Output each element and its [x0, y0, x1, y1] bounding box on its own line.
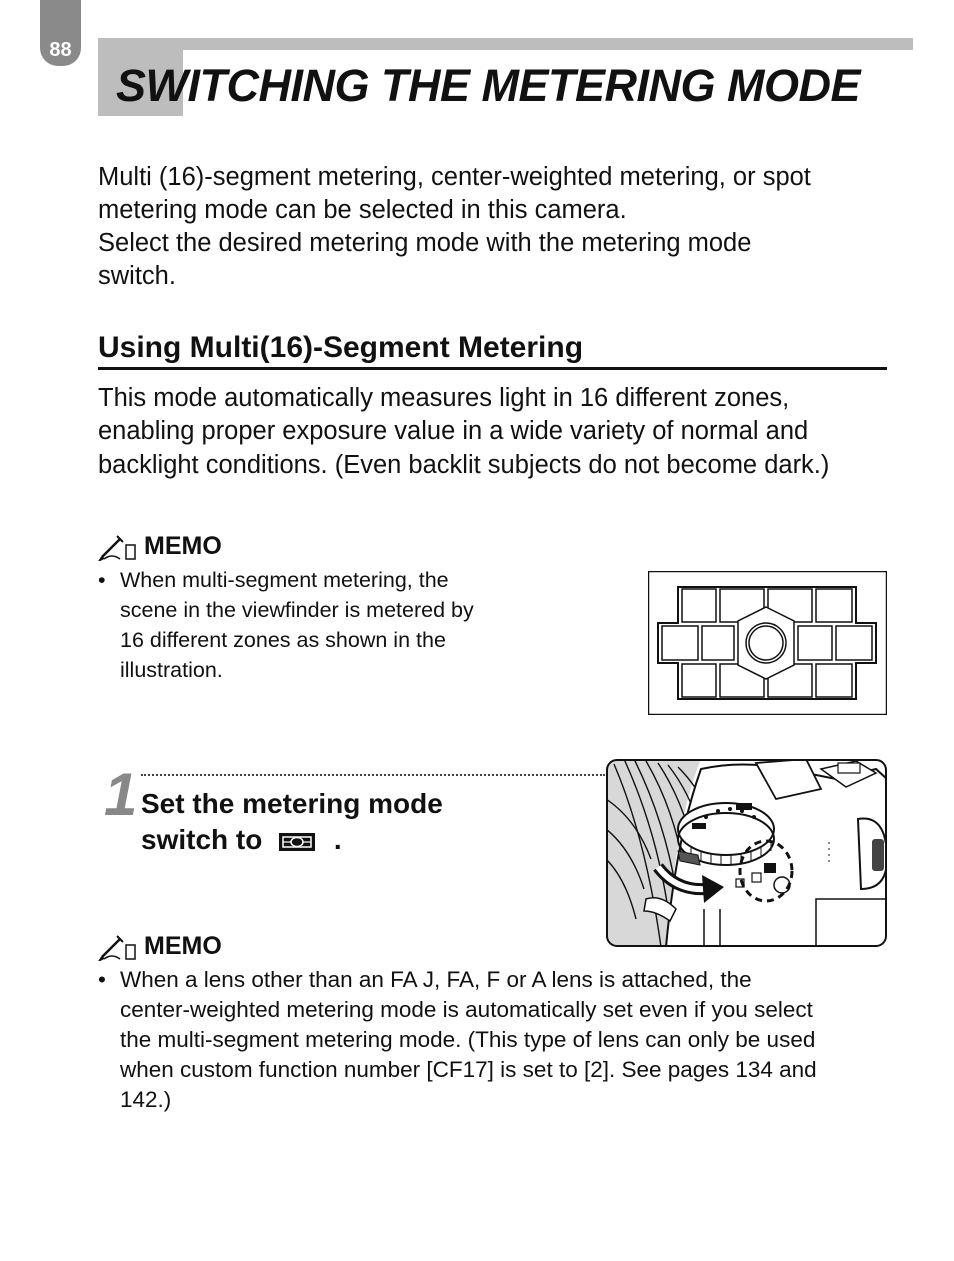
- section-heading: Using Multi(16)-Segment Metering: [98, 331, 887, 370]
- metering-zones-illustration: [648, 571, 887, 715]
- memo-bullet: • When multi-segment metering, the scene in the viewfinder is metered by 16 different zones as shown in the illustration.: [98, 565, 474, 685]
- memo-line: center-weighted metering mode is automatically set even if you select: [120, 997, 813, 1022]
- memo-line: illustration.: [120, 658, 223, 682]
- page-title: SWITCHING THE METERING MODE: [116, 60, 860, 111]
- intro-line: Multi (16)-segment metering, center-weighted metering, or spot: [98, 163, 811, 191]
- title-bar-decoration: [98, 38, 913, 50]
- step-instruction: [141, 786, 443, 858]
- section-line: enabling proper exposure value in a wide variety of normal and: [98, 417, 809, 445]
- memo-line: the multi-segment metering mode. (This type of lens can only be used: [120, 1027, 816, 1052]
- memo-heading: [98, 532, 222, 561]
- memo-line: When a lens other than an FA J, FA, F or A lens is attached, the: [120, 967, 752, 992]
- memo-line: 16 different zones as shown in the: [120, 628, 446, 652]
- memo-label: MEMO: [144, 532, 222, 560]
- section-line: This mode automatically measures light in 16 different zones,: [98, 384, 790, 412]
- step-line2-suffix: .: [333, 824, 342, 855]
- section-line: backlight conditions. (Even backlit subjects do not become dark.): [98, 451, 830, 479]
- intro-line: metering mode can be selected in this camera.: [98, 196, 627, 224]
- memo-pencil-icon: [98, 533, 138, 561]
- memo-label: MEMO: [144, 932, 222, 960]
- step-number: 1: [104, 761, 138, 828]
- step-divider: [141, 774, 605, 776]
- step-line2-prefix: switch to: [141, 824, 263, 855]
- memo-pencil-icon: [98, 933, 138, 961]
- memo-line: when custom function number [CF17] is set to [2]. See pages 134 and: [120, 1057, 817, 1082]
- intro-line: switch.: [98, 262, 176, 290]
- memo-line: When multi-segment metering, the: [120, 568, 449, 592]
- memo-line: scene in the viewfinder is metered by: [120, 598, 474, 622]
- page-number: 88: [49, 39, 72, 61]
- step-line1: Set the metering mode: [141, 788, 443, 819]
- multi-segment-metering-icon: [278, 832, 316, 852]
- memo-bullet: • When a lens other than an FA J, FA, F or A lens is attached, the center-weighted metering mode is automatically set even if you select the multi-segment metering mode. (This type of lens can only be used when custom function number [CF17] is set to [2]. See pages 134 and 142.): [98, 965, 817, 1115]
- camera-metering-switch-illustration: [606, 759, 887, 947]
- memo-heading: [98, 932, 222, 961]
- intro-line: Select the desired metering mode with the metering mode: [98, 229, 752, 257]
- page-number-tab: [40, 0, 81, 66]
- memo-line: 142.): [120, 1087, 172, 1112]
